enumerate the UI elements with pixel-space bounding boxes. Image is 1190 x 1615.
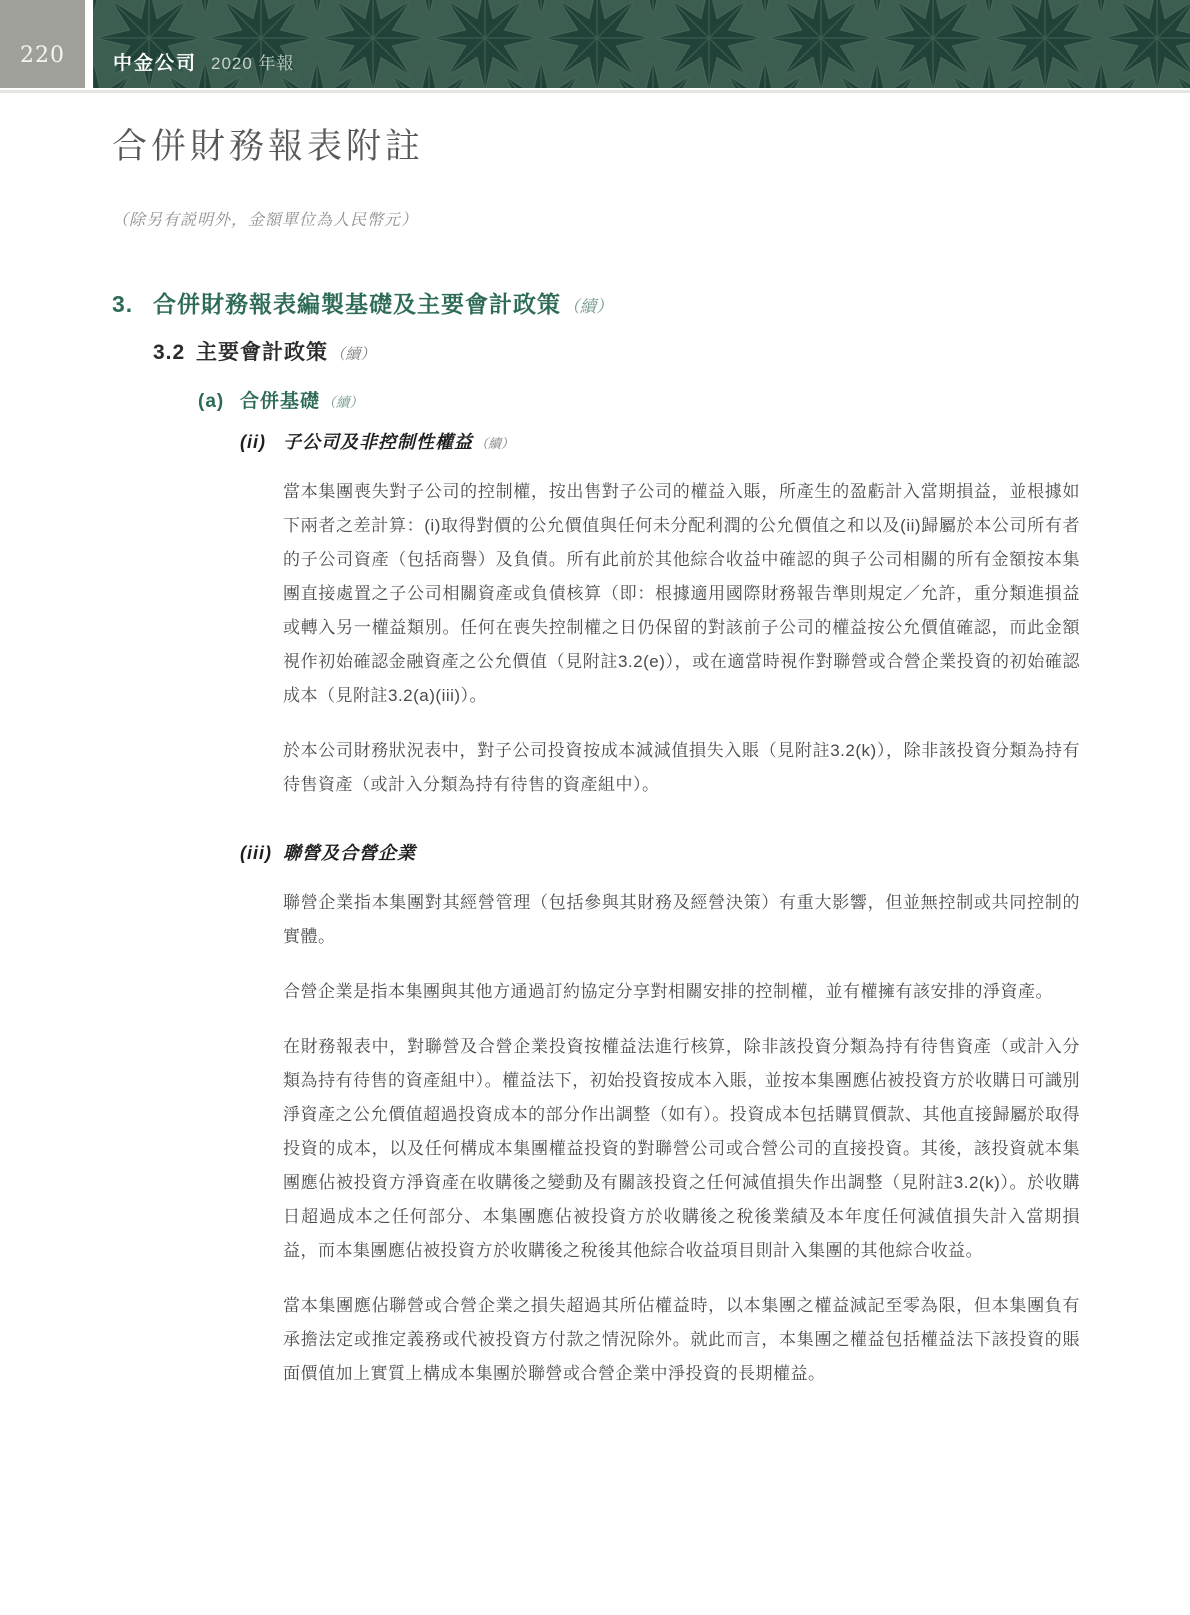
section-3-2-number: 3.2: [153, 341, 186, 364]
section-a-heading: [198, 386, 1190, 413]
page-header: [0, 0, 1190, 88]
section-3-number: 3.: [112, 291, 134, 317]
section-a-number: (a): [198, 391, 225, 412]
paragraph: 於本公司財務狀況表中，對子公司投資按成本減減值損失入賬（見附註3.2(k)），除非該投資分類為持有待售資產（或計入分類為持有待售的資產組中）。: [283, 741, 1080, 794]
page-number-box: [0, 0, 85, 88]
paragraph: 合營企業是指本集團與其他方通過訂約協定分享對相關安排的控制權，並有權擁有該安排的淨資產。: [283, 982, 1053, 1001]
continued-marker: （續）: [475, 437, 514, 452]
paragraph: 聯營企業指本集團對其經營管理（包括參與其財務及經營決策）有重大影響，但並無控制或共同控制的實體。: [283, 893, 1080, 946]
section-iii-title: 聯營及合營企業: [283, 843, 416, 863]
band-title: [113, 48, 295, 75]
section-3-title: 合併財務報表編製基礎及主要會計政策 （續）: [153, 291, 613, 317]
continued-marker: （續）: [563, 297, 613, 316]
section-ii-number: (ii): [240, 432, 266, 452]
section-a-title: 合併基礎 （續）: [240, 391, 364, 412]
continued-marker: （續）: [322, 395, 364, 411]
section-3-2-heading: [153, 336, 1190, 366]
currency-note: （除另有説明外，金額單位為人民幣元）: [112, 210, 419, 229]
page-number: 220: [20, 42, 65, 68]
document-body: [0, 119, 1190, 1391]
section-3-2-title: 主要會計政策 （續）: [196, 341, 376, 364]
section-iii-heading: [240, 839, 1190, 865]
paragraph: 當本集團喪失對子公司的控制權，按出售對子公司的權益入賬，所產生的盈虧計入當期損益，並根據如下兩者之差計算：(i)取得對價的公允價值與任何未分配利潤的公允價值之和以及(ii)歸屬於本公司所有者的子公司資產（包括商譽）及負債。所有此前於其他綜合收益中確認的與子公司相關的所有金額按本集團直接處置之子公司相關資產或負債核算（即：根據適用國際財務報告準則規定／允許，重分類進損益或轉入另一權益類別。任何在喪失控制權之日仍保留的對該前子公司的權益按公允價值確認，而此金額視作初始確認金融資產之公允價值（見附註3.2(e)），或在適當時視作對聯營或合營企業投資的初始確認成本（見附註3.2(a)(iii)）。: [283, 482, 1080, 705]
paragraph: 在財務報表中，對聯營及合營企業投資按權益法進行核算，除非該投資分類為持有待售資產（或計入分類為持有待售的資產組中）。權益法下，初始投資按成本入賬，並按本集團應佔被投資方於收購日可識別淨資產之公允價值超過投資成本的部分作出調整（如有）。投資成本包括購買價款、其他直接歸屬於取得投資的成本，以及任何構成本集團權益投資的對聯營公司或合營公司的直接投資。其後，該投資就本集團應佔被投資方淨資產在收購後之變動及有關該投資之任何減值損失作出調整（見附註3.2(k)）。於收購日超過成本之任何部分、本集團應佔被投資方於收購後之稅後業績及本年度任何減值損失計入當期損益，而本集團應佔被投資方於收購後之稅後其他綜合收益項目則計入集團的其他綜合收益。: [283, 1037, 1080, 1260]
section-3-heading: [112, 286, 1190, 319]
company-name: 中金公司: [113, 53, 198, 74]
report-year: 2020 年報: [211, 54, 295, 73]
section-ii-heading: [240, 428, 1190, 454]
header-band: [93, 0, 1190, 88]
continued-marker: （續）: [330, 345, 376, 363]
section-ii-title: 子公司及非控制性權益 （續）: [283, 432, 514, 452]
section-iii-number: (iii): [240, 843, 272, 863]
header-divider: [0, 90, 1190, 93]
page-title: 合併財務報表附註: [112, 127, 425, 167]
paragraph: 當本集團應佔聯營或合營企業之損失超過其所佔權益時，以本集團之權益減記至零為限，但本集團負有承擔法定或推定義務或代被投資方付款之情況除外。就此而言，本集團之權益包括權益法下該投資的賬面價值加上實質上構成本集團於聯營或合營企業中淨投資的長期權益。: [283, 1296, 1080, 1383]
